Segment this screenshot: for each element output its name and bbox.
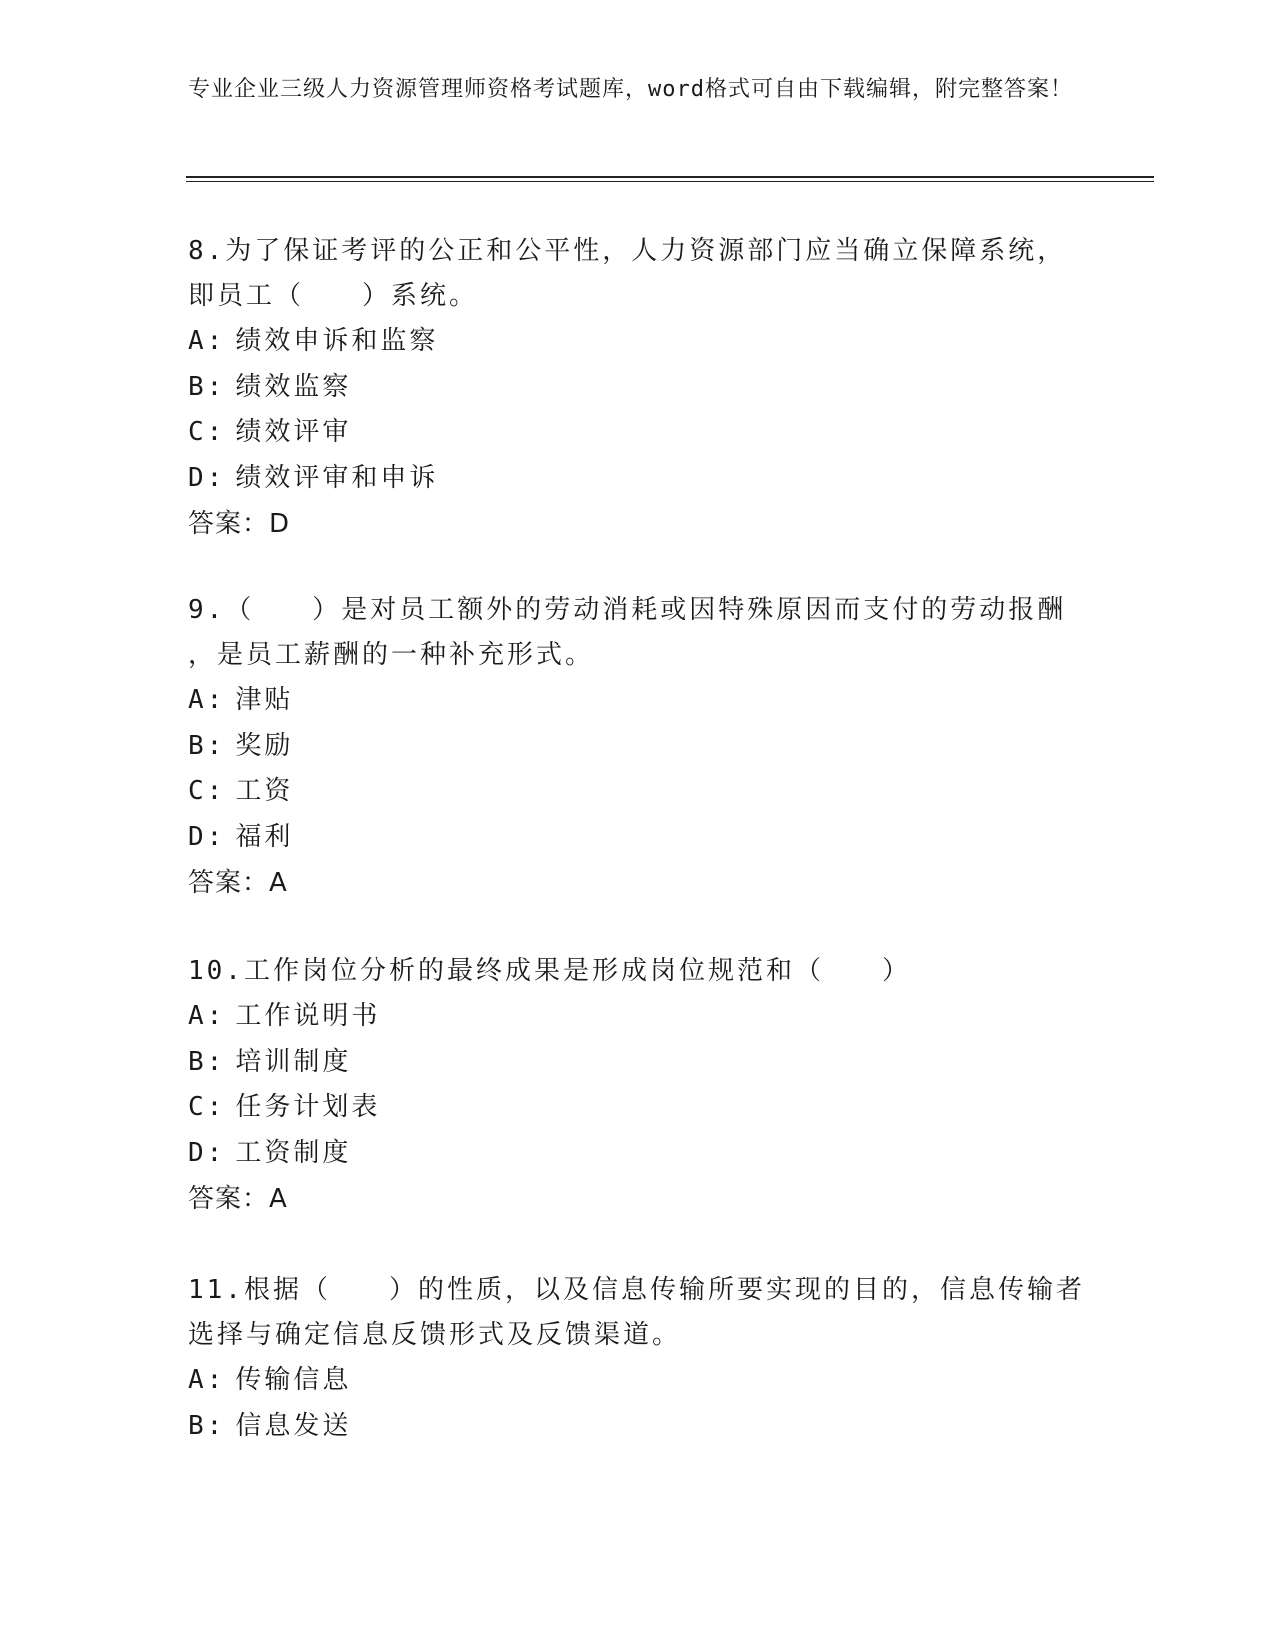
question-stem: 即员工（ ）系统。 xyxy=(188,281,479,311)
option-b: B: 绩效监察 xyxy=(188,371,352,402)
question-8 xyxy=(188,229,1088,547)
question-stem: 9.（ ）是对员工额外的劳动消耗或因特殊原因而支付的劳动报酬 xyxy=(188,595,1067,625)
question-stem: 11.根据（ ）的性质，以及信息传输所要实现的目的，信息传输者 xyxy=(188,1275,1085,1305)
answer-label: 答案：D xyxy=(188,509,291,539)
option-b: B: 培训制度 xyxy=(188,1046,352,1077)
header-rule-thick xyxy=(186,176,1154,178)
option-a: A: 工作说明书 xyxy=(188,1001,381,1031)
option-a: A: 传输信息 xyxy=(188,1365,352,1395)
option-d: D: 绩效评审和申诉 xyxy=(188,462,439,493)
question-stem: 选择与确定信息反馈形式及反馈渠道。 xyxy=(188,1320,682,1350)
question-stem: ，是员工薪酬的一种补充形式。 xyxy=(188,640,595,670)
answer-label: 答案：A xyxy=(188,868,288,898)
option-d: D: 工资制度 xyxy=(188,1137,352,1168)
option-c: C: 绩效评审 xyxy=(188,417,352,447)
option-b: B: 信息发送 xyxy=(188,1410,352,1441)
question-11 xyxy=(188,1268,1088,1449)
question-10 xyxy=(188,949,1088,1222)
option-c: C: 任务计划表 xyxy=(188,1092,381,1122)
option-b: B: 奖励 xyxy=(188,730,294,761)
question-stem: 8.为了保证考评的公正和公平性，人力资源部门应当确立保障系统， xyxy=(188,236,1067,266)
question-stem: 10.工作岗位分析的最终成果是形成岗位规范和（ ） xyxy=(188,956,911,986)
question-9 xyxy=(188,588,1088,906)
option-c: C: 工资 xyxy=(188,776,294,806)
option-a: A: 绩效申诉和监察 xyxy=(188,326,439,356)
option-d: D: 福利 xyxy=(188,821,294,852)
answer-label: 答案：A xyxy=(188,1184,288,1214)
option-a: A: 津贴 xyxy=(188,685,294,715)
header-rule-thin xyxy=(186,181,1154,182)
document-header: 专业企业三级人力资源管理师资格考试题库，word格式可自由下载编辑，附完整答案！ xyxy=(188,77,1073,102)
